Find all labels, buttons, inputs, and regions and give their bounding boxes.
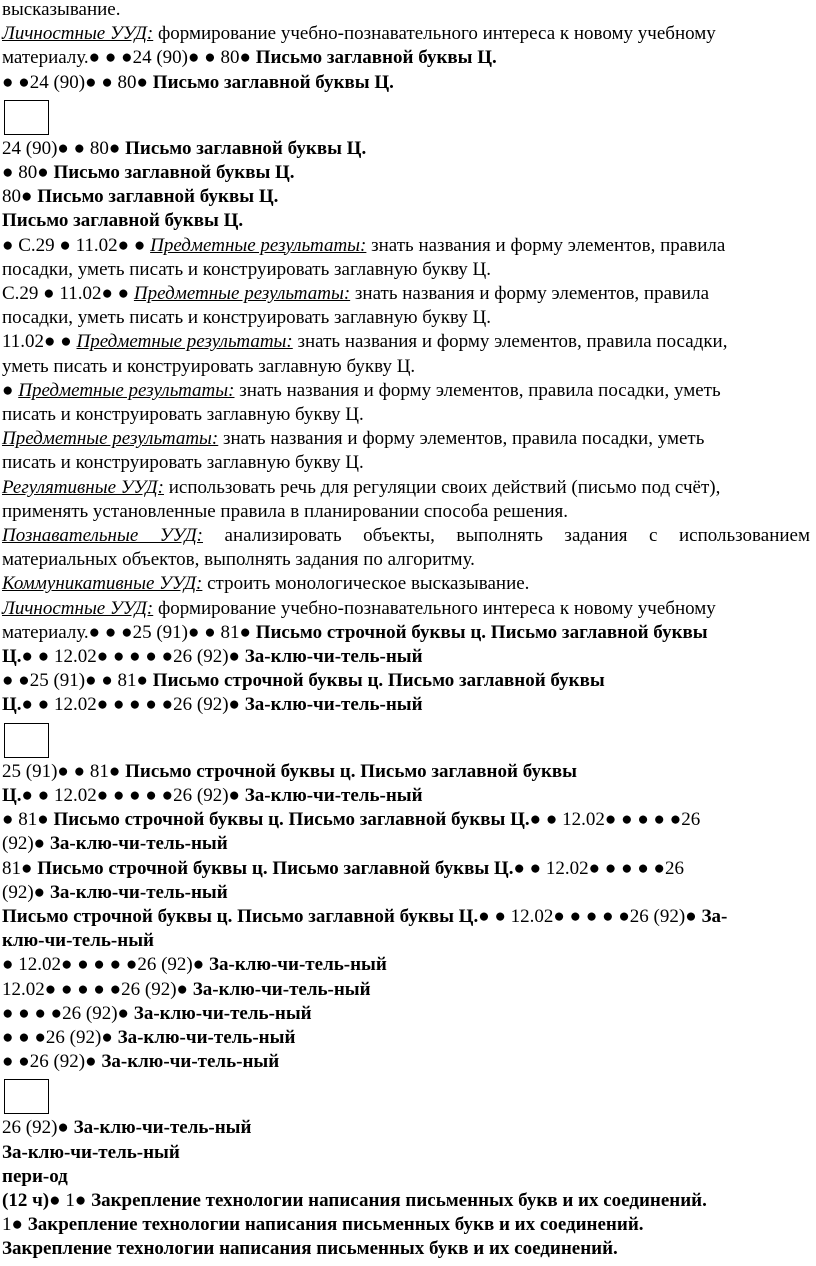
document-page [2, 0, 810, 1262]
text-span: писать и конструировать заглавную букву Ц. [2, 452, 364, 474]
text-line [2, 597, 810, 621]
text-span: знать названия и форму элементов, правила [366, 234, 726, 256]
empty-table-cell [4, 723, 49, 758]
text-span: ● ●24 (90)● ● 80● [2, 71, 153, 93]
text-line [2, 524, 810, 548]
section-label: Познавательные УУД: [2, 525, 203, 547]
text-line [2, 1189, 810, 1213]
text-line [2, 1237, 810, 1261]
text-line [2, 881, 810, 905]
bold-text: За-клю-чи-тель-ный [73, 1117, 252, 1139]
text-line [2, 929, 810, 953]
bold-text: За-клю-чи-тель-ный [192, 978, 371, 1000]
text-span: 24 (90)● ● 80● [2, 137, 126, 159]
text-line [2, 500, 810, 524]
text-line [2, 572, 810, 596]
text-line [2, 1002, 810, 1026]
text-line [2, 953, 810, 977]
text-span: высказывание. [2, 0, 121, 20]
bold-text: За-клю-чи-тель-ный [49, 833, 228, 855]
text-span: ● ● 12.02● ● ● ● ●26 (92)● [478, 905, 702, 927]
text-line [2, 282, 810, 306]
text-line [2, 476, 810, 500]
text-span: строить монологическое высказывание. [202, 573, 530, 595]
text-line [2, 784, 810, 808]
text-span: 12.02● ● ● ● ●26 (92)● [2, 978, 193, 1000]
text-line [2, 832, 810, 856]
text-line [2, 71, 810, 95]
text-line [2, 1165, 810, 1189]
section-label: Предметные результаты: [150, 234, 367, 256]
bold-text: Закрепление технологии написания письменных букв и их соединений. [27, 1214, 644, 1236]
section-label: Коммуникативные УУД: [2, 573, 203, 595]
bold-text: (12 ч) [2, 1189, 50, 1211]
section-label: Предметные результаты: [18, 379, 235, 401]
text-line [2, 548, 810, 572]
empty-table-cell [4, 1079, 49, 1114]
text-span: 25 (91)● ● 81● [2, 760, 126, 782]
bold-text: Письмо строчной буквы ц. Письмо заглавной буквы Ц. [2, 905, 479, 927]
text-span: знать названия и форму элементов, правила [350, 283, 710, 305]
bold-text: Письмо заглавной буквы Ц. [125, 137, 367, 159]
text-span: ● ● ● ●26 (92)● [2, 1002, 134, 1024]
text-span: ● ● 12.02● ● ● ● ●26 [529, 809, 701, 831]
text-span: 1● [2, 1214, 28, 1236]
bold-text: За-клю-чи-тель-ный [133, 1002, 312, 1024]
text-span: материальных объектов, выполнять задания по алгоритму. [2, 549, 475, 571]
text-line [2, 1213, 810, 1237]
text-line [2, 403, 810, 427]
text-span: посадки, уметь писать и конструировать заглавную букву Ц. [2, 258, 491, 280]
text-span: 81● [2, 857, 38, 879]
bold-text: За- [701, 905, 728, 927]
text-span: ● ● ●26 (92)● [2, 1026, 118, 1048]
section-label: Регулятивные УУД: [2, 476, 164, 498]
text-span: ● 80● [2, 162, 54, 184]
bold-text: За-клю-чи-тель-ный [49, 881, 228, 903]
bold-text: За-клю-чи-тель-ный [244, 694, 423, 716]
text-span: ● ●26 (92)● [2, 1051, 102, 1073]
text-line [2, 306, 810, 330]
bold-text: пери-од [2, 1165, 68, 1187]
text-line [2, 808, 810, 832]
text-span: формирование учебно-познавательного интереса к новому учебному [153, 23, 716, 45]
text-line [2, 330, 810, 354]
bold-text: клю-чи-тель-ный [2, 930, 154, 952]
text-span: (92)● [2, 881, 50, 903]
text-line [2, 645, 810, 669]
text-span: 80● [2, 186, 38, 208]
text-span: знать названия и форму элементов, правила посадки, [292, 331, 728, 353]
text-span: формирование учебно-познавательного интереса к новому учебному [153, 597, 716, 619]
text-line [2, 978, 810, 1002]
bold-text: Письмо строчной буквы ц. Письмо заглавной буквы Ц. [37, 857, 514, 879]
bold-text: Закрепление технологии написания письменных букв и их соединений. [2, 1238, 618, 1260]
text-line [2, 137, 810, 161]
bold-text: Письмо заглавной буквы Ц. [255, 47, 497, 69]
section-label: Личностные УУД: [2, 23, 154, 45]
bold-text: Письмо заглавной буквы Ц. [37, 186, 279, 208]
text-span: ● 12.02● ● ● ● ●26 (92)● [2, 954, 209, 976]
bold-text: Письмо заглавной буквы Ц. [152, 71, 394, 93]
bold-text: За-клю-чи-тель-ный [209, 954, 387, 976]
empty-table-cell [4, 100, 49, 135]
bold-text: Письмо строчной буквы ц. Письмо заглавной буквы [152, 670, 605, 692]
text-line [2, 669, 810, 693]
section-label: Предметные результаты: [76, 331, 293, 353]
text-span: (92)● [2, 833, 50, 855]
text-span: ● 81● [2, 809, 54, 831]
bold-text: Ц. [2, 694, 22, 716]
bold-text: За-клю-чи-тель-ный [244, 784, 423, 806]
text-line [2, 46, 810, 70]
bold-text: Письмо строчной буквы ц. Письмо заглавной буквы Ц. [53, 809, 530, 831]
text-span: уметь писать и конструировать заглавную букву Ц. [2, 355, 416, 377]
text-line [2, 1026, 810, 1050]
section-label: Предметные результаты: [2, 428, 219, 450]
bold-text: Ц. [2, 784, 22, 806]
text-span: применять установленные правила в планировании способа решения. [2, 500, 569, 522]
text-span: 26 (92)● [2, 1117, 74, 1139]
section-label: Личностные УУД: [2, 597, 154, 619]
bold-text: Письмо строчной буквы ц. Письмо заглавной буквы [125, 760, 578, 782]
bold-text: За-клю-чи-тель-ный [2, 1141, 180, 1163]
text-span: ● ● 12.02● ● ● ● ●26 (92)● [21, 784, 245, 806]
text-span: посадки, уметь писать и конструировать заглавную букву Ц. [2, 307, 491, 329]
text-span: анализировать объекты, выполнять задания с использованием [203, 525, 810, 547]
text-line [2, 1116, 810, 1140]
text-line [2, 857, 810, 881]
text-line [2, 185, 810, 209]
text-line [2, 760, 810, 784]
bold-text: За-клю-чи-тель-ный [101, 1051, 280, 1073]
bold-text: Письмо заглавной буквы Ц. [2, 210, 244, 232]
text-line [2, 0, 810, 22]
bold-text: Письмо заглавной буквы Ц. [53, 162, 295, 184]
text-span: знать названия и форму элементов, правила посадки, уметь [234, 379, 721, 401]
text-span: писать и конструировать заглавную букву Ц. [2, 404, 364, 426]
text-line [2, 905, 810, 929]
bold-text: За-клю-чи-тель-ный [244, 646, 423, 668]
text-line [2, 161, 810, 185]
text-line [2, 693, 810, 717]
text-line [2, 209, 810, 233]
text-line [2, 379, 810, 403]
text-span: ● ●25 (91)● ● 81● [2, 670, 153, 692]
text-span: С.29 ● 11.02● ● [2, 283, 134, 305]
bold-text: Закрепление технологии написания письменных букв и их соединений. [91, 1189, 707, 1211]
text-span: ● ● 12.02● ● ● ● ●26 [513, 857, 685, 879]
bold-text: Ц. [2, 646, 22, 668]
text-line [2, 234, 810, 258]
text-span: 11.02● ● [2, 331, 77, 353]
text-line [2, 427, 810, 451]
text-line [2, 258, 810, 282]
bold-text: За-клю-чи-тель-ный [117, 1026, 296, 1048]
text-line [2, 451, 810, 475]
bold-text: Письмо строчной буквы ц. Письмо заглавной буквы [255, 621, 708, 643]
section-label: Предметные результаты: [133, 283, 351, 305]
text-line [2, 22, 810, 46]
text-span: ● С.29 ● 11.02● ● [2, 234, 151, 256]
text-span: материалу.● ● ●24 (90)● ● 80● [2, 47, 256, 69]
text-span: ● ● 12.02● ● ● ● ●26 (92)● [21, 694, 245, 716]
text-line [2, 1141, 810, 1165]
text-line [2, 355, 810, 379]
text-span: материалу.● ● ●25 (91)● ● 81● [2, 621, 256, 643]
text-line [2, 1050, 810, 1074]
text-span: использовать речь для регуляции своих действий (письмо под счёт), [163, 476, 721, 498]
text-span: ● ● 12.02● ● ● ● ●26 (92)● [21, 646, 245, 668]
text-span: знать названия и форму элементов, правила посадки, уметь [218, 428, 705, 450]
text-span: ● 1● [49, 1189, 92, 1211]
text-line [2, 621, 810, 645]
text-span: ● [2, 379, 19, 401]
